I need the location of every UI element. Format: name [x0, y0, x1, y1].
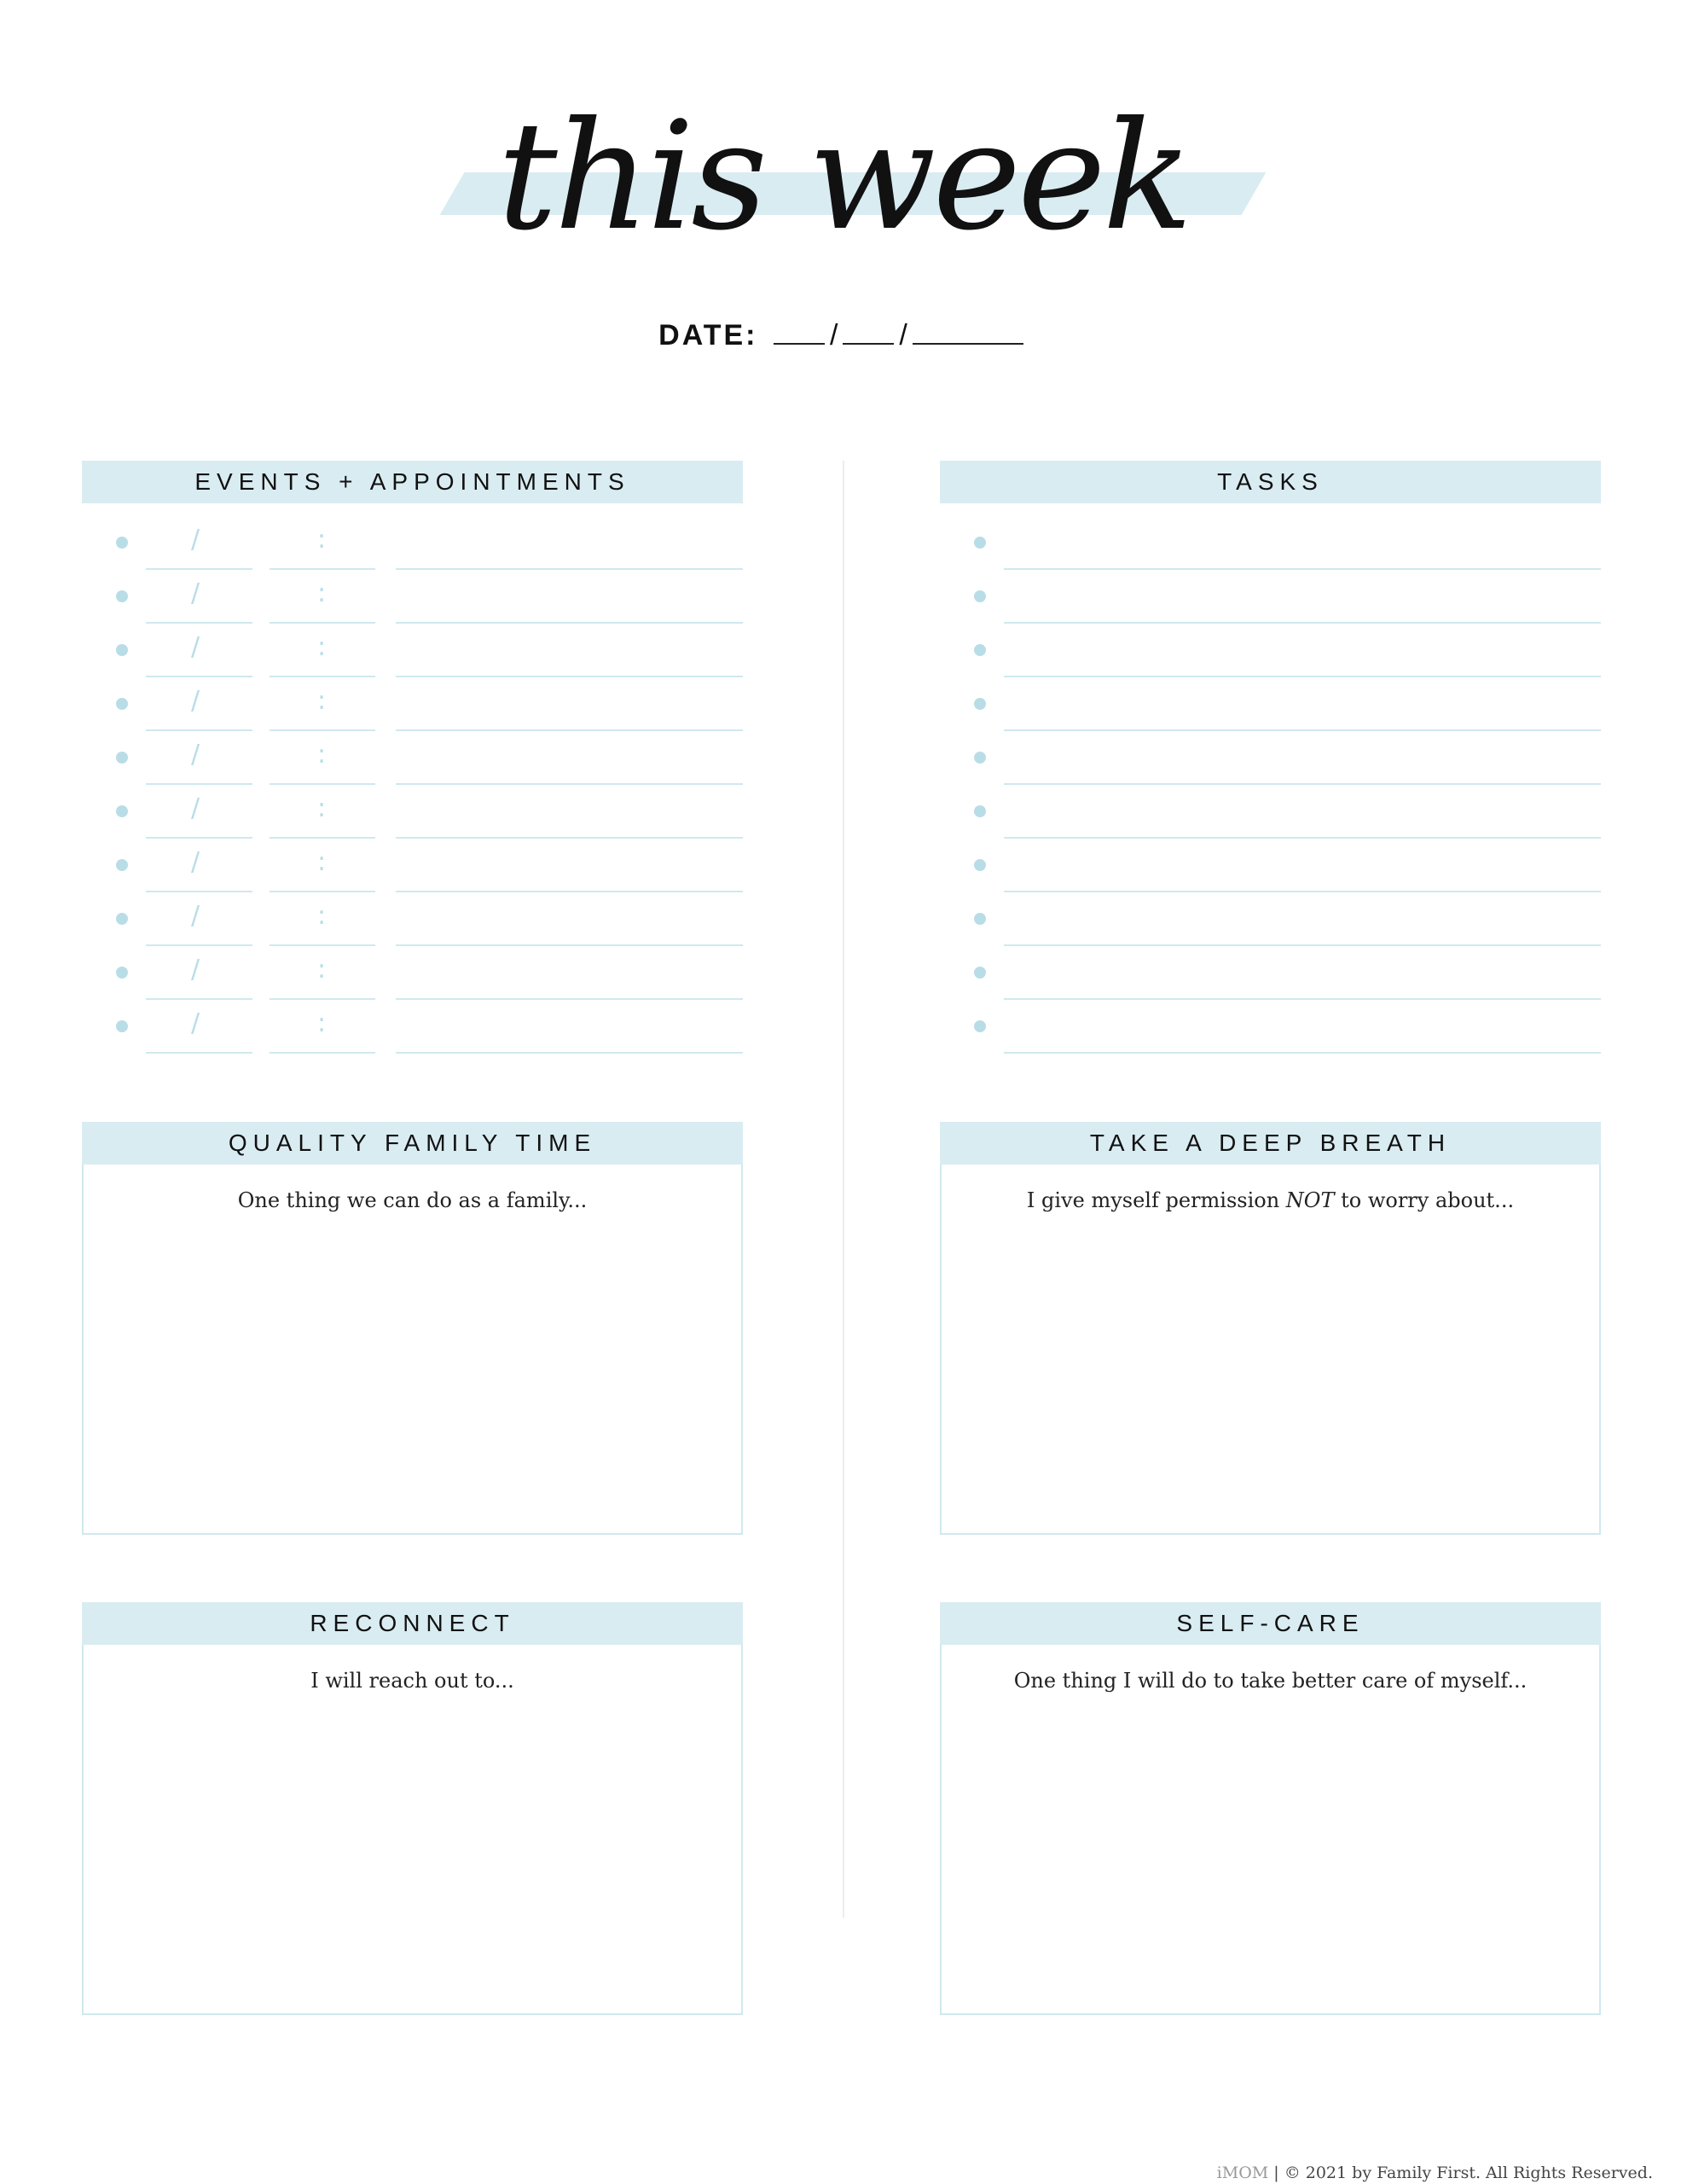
page-header [0, 77, 1687, 273]
event-description-field[interactable] [396, 1052, 743, 1054]
bullet-icon [974, 537, 986, 549]
family-time-box[interactable] [82, 1165, 743, 1535]
bullet-icon [116, 590, 128, 602]
self-care-header: SELF-CARE [940, 1602, 1601, 1645]
event-date-field[interactable] [146, 1052, 252, 1054]
date-row [0, 317, 1687, 352]
event-row [82, 892, 743, 946]
reconnect-header: RECONNECT [82, 1602, 743, 1645]
tasks-list [940, 516, 1601, 1054]
date-year-field[interactable] [913, 317, 1023, 345]
time-colon: : [317, 793, 327, 823]
bullet-icon [974, 967, 986, 979]
bullet-icon [116, 698, 128, 710]
events-list [82, 516, 743, 1054]
date-slash: / [191, 793, 200, 823]
deep-breath-header: TAKE A DEEP BREATH [940, 1122, 1601, 1165]
event-row [82, 1000, 743, 1054]
copyright-footer [1217, 2164, 1653, 2182]
event-row [82, 677, 743, 731]
bullet-icon [974, 644, 986, 656]
column-divider [843, 461, 844, 1918]
date-separator: / [829, 319, 838, 351]
task-row [940, 785, 1601, 839]
date-slash: / [191, 847, 200, 877]
task-field[interactable] [1004, 1052, 1601, 1054]
bullet-icon [116, 752, 128, 764]
bullet-icon [974, 590, 986, 602]
events-header: EVENTS + APPOINTMENTS [82, 461, 743, 503]
footer-brand: iMOM [1216, 2164, 1269, 2182]
deep-breath-prompt [942, 1188, 1599, 1212]
task-row [940, 570, 1601, 624]
time-colon: : [317, 578, 327, 608]
date-slash: / [191, 740, 200, 770]
bullet-icon [116, 537, 128, 549]
time-colon: : [317, 847, 327, 877]
event-row [82, 785, 743, 839]
bullet-icon [116, 967, 128, 979]
date-slash: / [191, 901, 200, 931]
date-label: DATE: [658, 319, 758, 351]
event-row [82, 516, 743, 570]
time-colon: : [317, 740, 327, 770]
task-row [940, 892, 1601, 946]
page-title: this week [497, 90, 1190, 264]
bullet-icon [974, 698, 986, 710]
date-month-field[interactable] [774, 317, 825, 345]
deep-breath-box[interactable] [940, 1165, 1601, 1535]
reconnect-prompt: I will reach out to... [310, 1669, 514, 1693]
date-slash: / [191, 525, 200, 555]
event-row [82, 570, 743, 624]
tasks-header: TASKS [940, 461, 1601, 503]
date-slash: / [191, 686, 200, 716]
event-row [82, 946, 743, 1000]
date-slash: / [191, 632, 200, 662]
bullet-icon [974, 1020, 986, 1032]
family-time-prompt: One thing we can do as a family... [237, 1188, 588, 1212]
footer-text: © 2021 by Family First. All Rights Reserved. [1284, 2164, 1653, 2182]
task-row [940, 516, 1601, 570]
bullet-icon [116, 913, 128, 925]
time-colon: : [317, 955, 327, 985]
bullet-icon [974, 859, 986, 871]
bullet-icon [116, 859, 128, 871]
deep-breath-prompt-emphasis: NOT [1285, 1188, 1335, 1212]
bullet-icon [974, 805, 986, 817]
footer-separator: | [1268, 2164, 1284, 2182]
date-separator: / [899, 319, 907, 351]
task-row [940, 731, 1601, 785]
time-colon: : [317, 1008, 327, 1038]
bullet-icon [974, 752, 986, 764]
event-row [82, 839, 743, 892]
time-colon: : [317, 686, 327, 716]
bullet-icon [116, 1020, 128, 1032]
self-care-prompt: One thing I will do to take better care of myself... [1013, 1669, 1528, 1693]
deep-breath-prompt-part: to worry about... [1334, 1188, 1515, 1212]
task-row [940, 677, 1601, 731]
date-slash: / [191, 1008, 200, 1038]
bullet-icon [974, 913, 986, 925]
task-row [940, 1000, 1601, 1054]
task-row [940, 839, 1601, 892]
bullet-icon [116, 644, 128, 656]
event-row [82, 624, 743, 677]
deep-breath-prompt-part: I give myself permission [1026, 1188, 1286, 1212]
family-time-header: QUALITY FAMILY TIME [82, 1122, 743, 1165]
date-slash: / [191, 955, 200, 985]
time-colon: : [317, 901, 327, 931]
time-colon: : [317, 632, 327, 662]
event-time-field[interactable] [270, 1052, 375, 1054]
bullet-icon [116, 805, 128, 817]
time-colon: : [317, 525, 327, 555]
date-day-field[interactable] [843, 317, 894, 345]
task-row [940, 624, 1601, 677]
reconnect-box[interactable] [82, 1645, 743, 2015]
self-care-box[interactable] [940, 1645, 1601, 2015]
task-row [940, 946, 1601, 1000]
event-row [82, 731, 743, 785]
date-slash: / [191, 578, 200, 608]
